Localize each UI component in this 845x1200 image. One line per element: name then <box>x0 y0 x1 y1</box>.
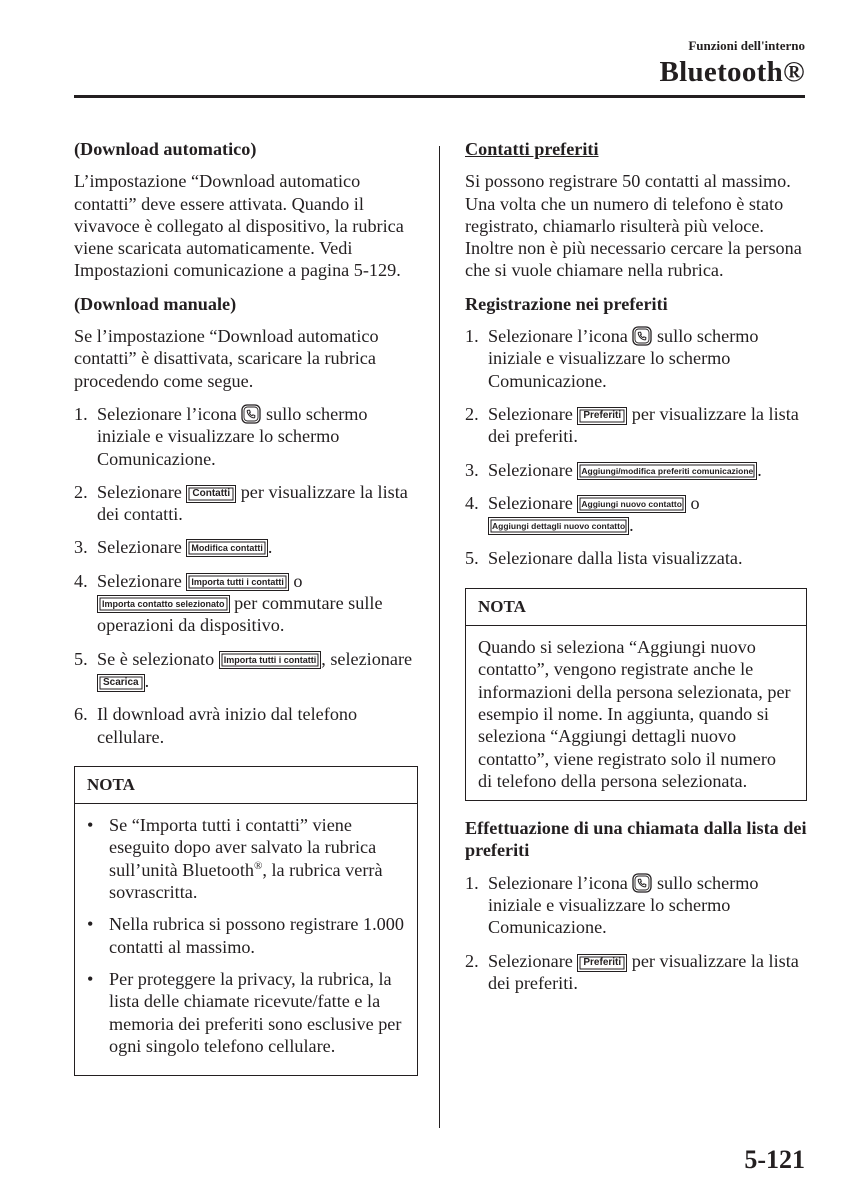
note-box <box>465 588 807 801</box>
favorites-text: Si possono registrare 50 contatti al massimo. Una volta che un numero di telefono è stato registrato, chiamarlo risulterà più veloce. Inoltre non è più necessario cercare la persona che si vuole chiamare nella rubrica. <box>465 171 802 281</box>
note-text: Quando si seleziona “Aggiungi nuovo contatto”, vengono registrate anche le informazioni della persona selezionata, per esempio il nome. In aggiunta, quando si seleziona “Aggiungi dettagli nuovo contatto”, viene registrato solo il numero di telefono della persona selezionata. <box>478 637 791 791</box>
importa-selezionato-button: Importa contatto selezionato <box>97 595 230 613</box>
note-title: NOTA <box>466 589 806 626</box>
phone-icon <box>632 326 652 346</box>
reg-step-4: 4. Selezionare Aggiungi nuovo contatto o Aggiungi dettagli nuovo contatto . <box>465 492 700 536</box>
modifica-contatti-button: Modifica contatti <box>186 539 268 557</box>
note-box <box>74 766 418 1076</box>
note-title: NOTA <box>75 767 417 804</box>
note-bullet: • Per proteggere la privacy, la rubrica, la lista delle chiamate ricevute/fatte e la memoria dei preferiti sono esclusive per ogni singolo telefono cellulare. <box>87 968 402 1056</box>
step-3: 3. Selezionare Modifica contatti . <box>74 537 273 558</box>
step-6: 6. Il download avrà inizio dal telefono cellulare. <box>74 704 358 747</box>
importa-tutti-button: Importa tutti i contatti <box>219 651 322 669</box>
preferiti-button: Preferiti <box>577 954 627 972</box>
reg-step-5: 5. Selezionare dalla lista visualizzata. <box>465 548 743 569</box>
phone-icon <box>241 404 261 424</box>
call-heading: Effettuazione di una chiamata dalla lista dei preferiti <box>465 818 807 861</box>
page-title: Bluetooth® <box>659 56 805 88</box>
phone-icon <box>632 873 652 893</box>
reg-step-2: 2. Selezionare Preferiti per visualizzare la lista dei preferiti. <box>465 403 799 447</box>
manual-download-text: Se l’impostazione “Download automatico contatti” è disattivata, scaricare la rubrica procedendo come segue. <box>74 326 379 391</box>
call-step-2: 2. Selezionare Preferiti per visualizzare la lista dei preferiti. <box>465 950 799 993</box>
section-label: Funzioni dell'interno <box>688 38 805 53</box>
call-step-1: 1. Selezionare l’icona sullo schermo iniziale e visualizzare lo schermo Comunicazione. <box>465 872 759 938</box>
note-bullet: • Se “Importa tutti i contatti” viene eseguito dopo aver salvato la rubrica sull’unità Bluetooth®, la rubrica verrà sovrascritta. <box>87 815 383 903</box>
favorites-heading: Contatti preferiti <box>465 139 599 159</box>
auto-download-text: L’impostazione “Download automatico contatti” deve essere attivata. Quando il vivavoce è collegato al dispositivo, la rubrica viene scaricata automaticamente. Vedi Impostazioni comunicazione a pagina 5-129. <box>74 171 404 281</box>
registration-heading: Registrazione nei preferiti <box>465 293 668 314</box>
aggiungi-nuovo-contatto-button: Aggiungi nuovo contatto <box>577 495 686 513</box>
reg-step-3: 3. Selezionare Aggiungi/modifica preferiti comunicazione . <box>465 459 762 480</box>
step-2: 2. Selezionare Contatti per visualizzare la lista dei contatti. <box>74 481 408 525</box>
scarica-button: Scarica <box>97 674 145 692</box>
reg-step-1: 1. Selezionare l’icona sullo schermo iniziale e visualizzare lo schermo Comunicazione. <box>465 326 759 391</box>
page-number: 5-121 <box>744 1145 805 1174</box>
preferiti-button: Preferiti <box>577 407 627 425</box>
contatti-button: Contatti <box>186 485 236 503</box>
importa-tutti-button: Importa tutti i contatti <box>186 573 289 591</box>
left-column <box>74 138 418 1076</box>
step-4: 4. Selezionare Importa tutti i contatti o Importa contatto selezionato per commutare sulle operazioni da dispositivo. <box>74 570 383 636</box>
step-5: 5. Se è selezionato Importa tutti i contatti , selezionare Scarica . <box>74 648 413 691</box>
aggiungi-modifica-preferiti-button: Aggiungi/modifica preferiti comunicazione <box>577 462 757 480</box>
note-bullet: • Nella rubrica si possono registrare 1.000 contatti al massimo. <box>87 914 404 957</box>
auto-download-heading: (Download automatico) <box>74 139 257 159</box>
step-1: 1. Selezionare l’icona sullo schermo iniziale e visualizzare lo schermo Comunicazione. <box>74 403 368 469</box>
right-column <box>465 138 807 1005</box>
header-rule <box>74 95 805 98</box>
manual-download-heading: (Download manuale) <box>74 293 237 314</box>
column-divider <box>439 146 440 1128</box>
aggiungi-dettagli-button: Aggiungi dettagli nuovo contatto <box>488 517 629 535</box>
